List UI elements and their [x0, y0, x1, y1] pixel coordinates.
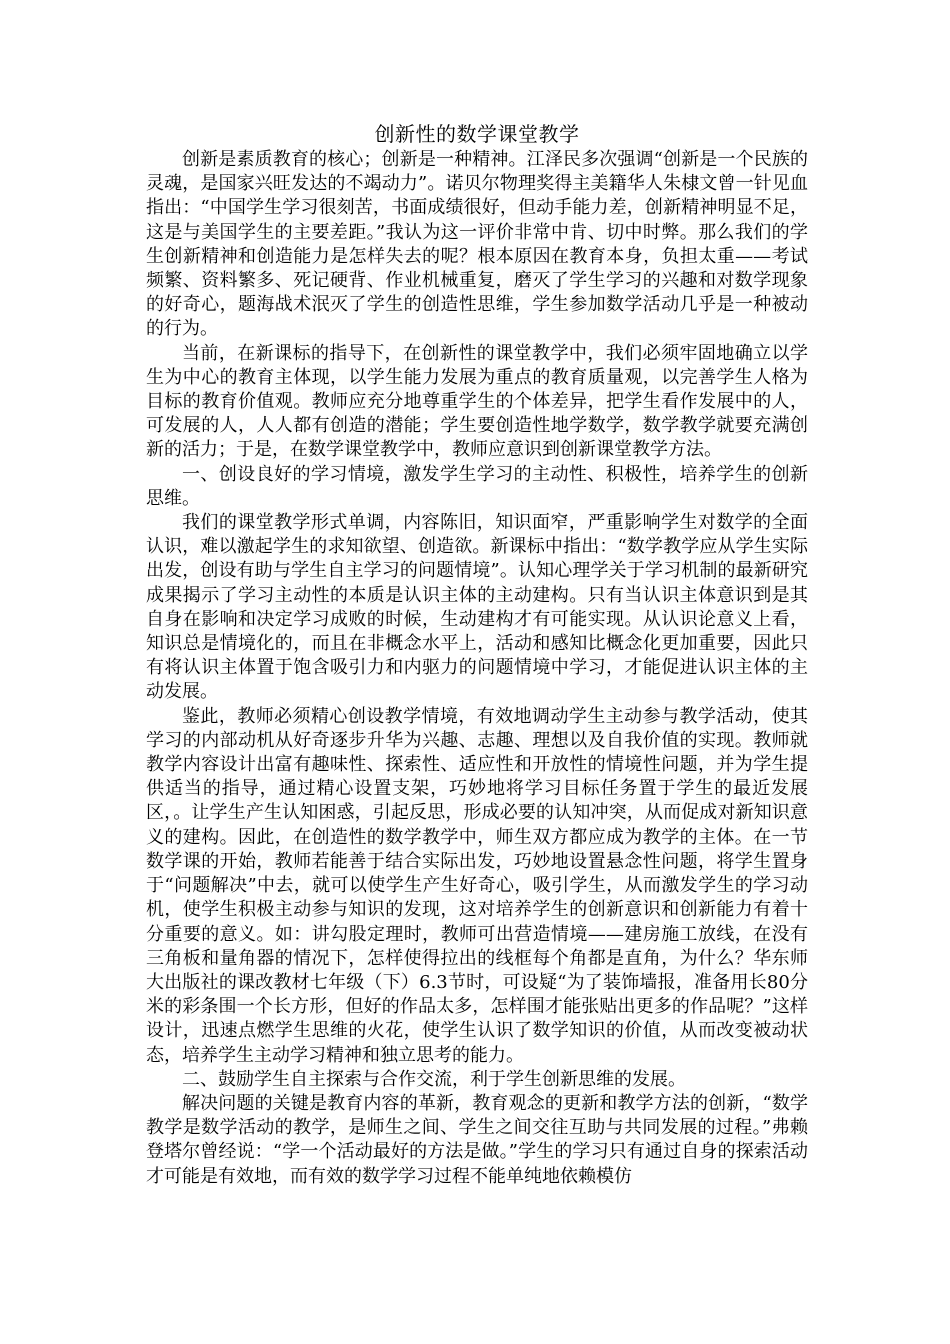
- document-body: [146, 120, 808, 1189]
- paragraph-intro: 创新是素质教育的核心；创新是一种精神。江泽民多次强调“创新是一个民族的灵魂，是国家兴旺发达的不竭动力”。诺贝尔物理奖得主美籍华人朱棣文曾一针见血指出：“中国学生学习很刻苦，书面成绩很好，但动手能力差，创新精神明显不足，这是与美国学生的主要差距。”我认为这一评价非常中肯、切中时弊。那么我们的学生创新精神和创造能力是怎样失去的呢？根本原因在教育本身，负担太重——考试频繁、资料繁多、死记硬背、作业机械重复，磨灭了学生学习的兴趣和对数学现象的好奇心，题海战术泯灭了学生的创造性思维，学生参加数学活动几乎是一种被动的行为。: [146, 149, 808, 340]
- paragraph-problem-solving: 解决问题的关键是教育内容的革新，教育观念的更新和教学方法的创新，“数学教学是数学活动的教学，是师生之间、学生之间交往互助与共同发展的过程。”弗赖登塔尔曾经说：“学一个活动最好的方法是做。”学生的学习只有通过自身的探索活动才可能是有效地，而有效的数学学习过程不能单纯地依赖模仿: [146, 1092, 808, 1187]
- paragraph-classroom-forms: 我们的课堂教学形式单调，内容陈旧，知识面窄，严重影响学生对数学的全面认识，难以激起学生的求知欲望、创造欲。新课标中指出：“数学教学应从学生实际出发，创设有助与学生自主学习的问题情境”。认知心理学关于学习机制的最新研究成果揭示了学习主动性的本质是认识主体的主动建构。只有当认识主体意识到是其自身在影响和决定学习成败的时候，生动建构才有可能实现。从认识论意义上看，知识总是情境化的，而且在非概念水平上，活动和感知比概念化更加重要，因此只有将认识主体置于饱含吸引力和内驱力的问题情境中学习，才能促进认识主体的主动发展。: [146, 512, 808, 703]
- paragraph-teaching-situations: 鉴此，教师必须精心创设教学情境，有效地调动学生主动参与教学活动，使其学习的内部动机从好奇逐步升华为兴趣、志趣、理想以及自我价值的实现。教师就教学内容设计出富有趣味性、探索性、适应性和开放性的情境性问题，并为学生提供适当的指导，通过精心设置支架，巧妙地将学习目标任务置于学生的最近发展区，。让学生产生认知困惑，引起反思，形成必要的认知冲突，从而促成对新知识意义的建构。因此，在创造性的数学教学中，师生双方都应成为教学的主体。在一节数学课的开始，教师若能善于结合实际出发，巧妙地设置悬念性问题，将学生置身于“问题解决”中去，就可以使学生产生好奇心，吸引学生，从而激发学生的学习动机，使学生积极主动参与知识的发现，这对培养学生的创新意识和创新能力有着十分重要的意义。如：讲勾股定理时，教师可出营造情境——建房施工放线，在没有三角板和量角器的情况下，怎样使得拉出的线框每个角都是直角，为什么？华东师大出版社的课改教材七年级（下）6.3节时，可设疑“为了装饰墙报，准备用长80分米的彩条围一个长方形，但好的作品太多，怎样围才能张贴出更多的作品呢？”这样设计，迅速点燃学生思维的火花，使学生认识了数学知识的价值，从而改变被动状态，培养学生主动学习精神和独立思考的能力。: [146, 705, 808, 1066]
- document-title: 创新性的数学课堂教学: [374, 122, 580, 146]
- section-heading-2: 二、鼓励学生自主探索与合作交流，利于学生创新思维的发展。: [182, 1068, 686, 1090]
- section-heading-1: 一、创设良好的学习情境，激发学生学习的主动性、积极性，培养学生的创新思维。: [146, 463, 808, 509]
- paragraph-current-situation: 当前，在新课标的指导下，在创新性的课堂教学中，我们必须牢固地确立以学生为中心的教育主体现，以学生能力发展为重点的教育质量观，以完善学生人格为目标的教育价值观。教师应充分地尊重学生的个体差异，把学生看作发展中的人，可发展的人，人人都有创造的潜能；学生要创造性地学数学，数学教学就要充满创新的活力；于是，在数学课堂教学中，教师应意识到创新课堂教学方法。: [146, 342, 808, 461]
